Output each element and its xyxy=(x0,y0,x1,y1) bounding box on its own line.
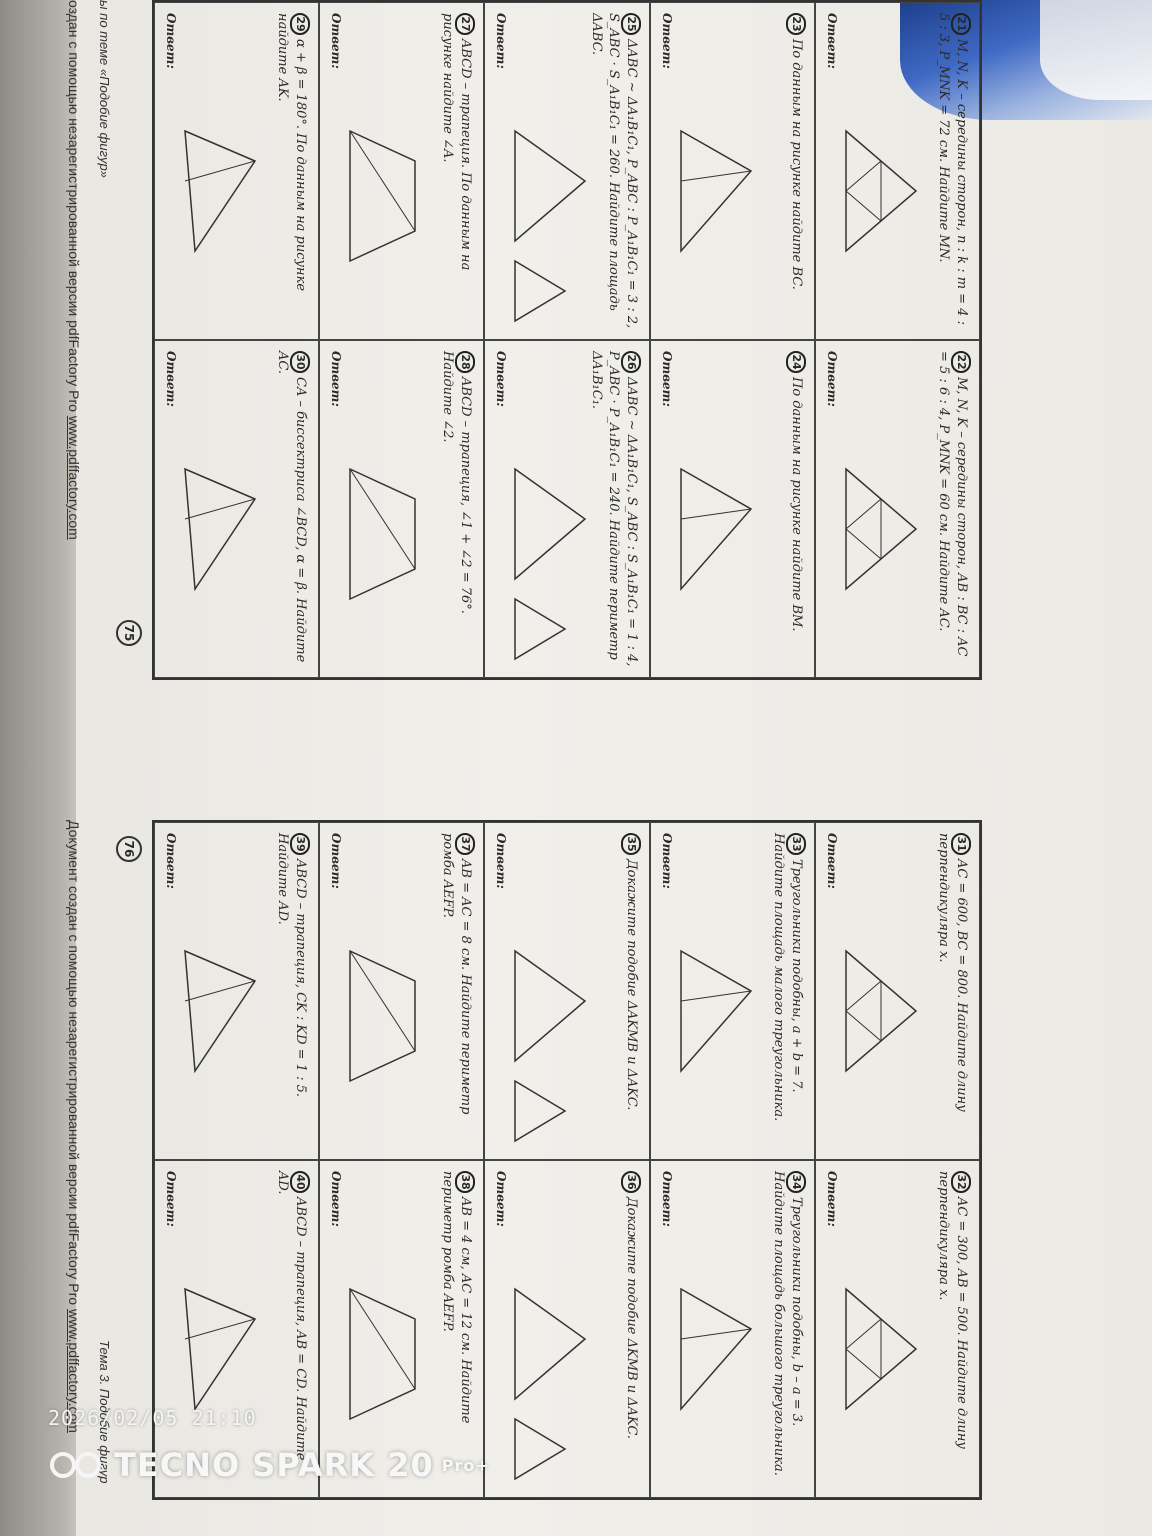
task-cell xyxy=(484,1160,649,1498)
answer-label: Ответ: xyxy=(494,13,509,69)
geometry-figure xyxy=(671,941,761,1151)
answer-label: Ответ: xyxy=(329,1171,344,1227)
task-number: 26 xyxy=(621,351,641,373)
task-text: По данным на рисунке найдите BC. xyxy=(788,39,804,290)
answer-label: Ответ: xyxy=(494,1171,509,1227)
task-number: 38 xyxy=(455,1171,475,1193)
task-number: 34 xyxy=(786,1171,806,1193)
task-cell xyxy=(815,2,980,340)
task-grid-left xyxy=(152,0,982,680)
geometry-figure xyxy=(340,941,430,1151)
page-75 xyxy=(152,0,982,680)
task-text: M, N, K – середины сторон, AB : BC : AC = 5 : 6 : 4, P_MNK = 60 см. Найдите AC. xyxy=(936,351,969,657)
task-cell xyxy=(484,822,649,1160)
task-number: 40 xyxy=(290,1171,310,1193)
task-cell xyxy=(319,822,484,1160)
task-number: 21 xyxy=(951,13,971,35)
footer-doc-right-text: Документ создан с помощью незарегистрированной версии pdfFactory Pro xyxy=(66,820,82,1306)
geometry-figure xyxy=(671,121,761,331)
camera-brand: TECNO SPARK 20 xyxy=(114,1446,434,1484)
answer-label: Ответ: xyxy=(164,351,179,407)
answer-label: Ответ: xyxy=(164,13,179,69)
answer-label: Ответ: xyxy=(494,833,509,889)
task-number: 22 xyxy=(951,351,971,373)
footer-topic-left: ы по теме «Подобие фигур» xyxy=(97,0,112,178)
task-cell xyxy=(484,2,649,340)
geometry-figure xyxy=(505,459,595,669)
task-cell xyxy=(154,2,319,340)
footer-url-right: www.pdffactory.com xyxy=(66,1308,82,1433)
geometry-figure xyxy=(175,459,265,669)
task-number: 29 xyxy=(290,13,310,35)
geometry-figure xyxy=(175,941,265,1151)
answer-label: Ответ: xyxy=(824,13,839,69)
task-number: 27 xyxy=(455,13,475,35)
footer-doc-right xyxy=(66,820,82,1433)
task-cell xyxy=(650,2,815,340)
page-number-75: 75 xyxy=(116,620,142,646)
camera-brand-watermark xyxy=(48,1446,490,1484)
answer-label: Ответ: xyxy=(659,833,674,889)
camera-rings-icon xyxy=(48,1450,106,1480)
task-number: 39 xyxy=(290,833,310,855)
task-number: 33 xyxy=(786,833,806,855)
task-cell xyxy=(650,340,815,678)
camera-model-suffix: Pro+ xyxy=(441,1455,490,1475)
geometry-figure xyxy=(836,1279,926,1489)
task-text: Докажите подобие ΔAKMB и ΔAKC. xyxy=(623,859,639,1111)
task-cell xyxy=(815,340,980,678)
task-cell xyxy=(154,340,319,678)
task-text: M, N, K – середины сторон, n : k : m = 4 : 5 : 3, P_MNK = 72 см. Найдите MN. xyxy=(936,13,969,325)
task-cell xyxy=(319,340,484,678)
answer-label: Ответ: xyxy=(824,833,839,889)
task-text: Треугольники подобны, a + b = 7. Найдите площадь малого треугольника. xyxy=(770,833,804,1122)
task-number: 23 xyxy=(786,13,806,35)
task-number: 35 xyxy=(621,833,641,855)
task-number: 36 xyxy=(621,1171,641,1193)
task-text: ABCD – трапеция, CK : KD = 1 : 5. Найдите AD. xyxy=(275,833,309,1098)
task-text: ΔABC ~ ΔA₁B₁C₁, S_ABC : S_A₁B₁C₁ = 1 : 4, P_ABC · P_A₁B₁C₁ = 240. Найдите периметр ΔA₁B₁C₁. xyxy=(589,351,639,667)
task-number: 24 xyxy=(786,351,806,373)
task-text: По данным на рисунке найдите BM. xyxy=(788,377,804,632)
geometry-figure xyxy=(836,121,926,331)
geometry-figure xyxy=(836,941,926,1151)
geometry-figure xyxy=(340,121,430,331)
task-text: ABCD – трапеция, ∠1 + ∠2 = 76°. Найдите ∠2. xyxy=(440,351,474,614)
answer-label: Ответ: xyxy=(659,13,674,69)
task-text: AB = AC = 8 см. Найдите периметр ромба AEFP. xyxy=(440,833,474,1115)
task-grid-right xyxy=(152,820,982,1500)
answer-label: Ответ: xyxy=(494,351,509,407)
answer-label: Ответ: xyxy=(329,351,344,407)
geometry-figure xyxy=(505,941,595,1151)
task-text: AC = 600, BC = 800. Найдите длину перпендикуляра x. xyxy=(936,833,969,1112)
task-number: 25 xyxy=(621,13,641,35)
task-cell xyxy=(319,2,484,340)
footer-doc-left-text: оздан с помощью незарегистрированной версии pdfFactory Pro xyxy=(66,0,82,412)
answer-label: Ответ: xyxy=(164,1171,179,1227)
task-cell xyxy=(484,340,649,678)
answer-label: Ответ: xyxy=(824,1171,839,1227)
task-cell xyxy=(650,1160,815,1498)
answer-label: Ответ: xyxy=(329,833,344,889)
task-number: 32 xyxy=(951,1171,971,1193)
answer-label: Ответ: xyxy=(659,351,674,407)
task-text: Треугольники подобны, b – a = 3. Найдите площадь большого треугольника. xyxy=(770,1171,804,1476)
task-text: α + β = 180°. По данным на рисунке найдите AK. xyxy=(275,13,309,292)
geometry-figure xyxy=(505,1279,595,1489)
camera-timestamp: 2026/02/05 21:10 xyxy=(48,1406,257,1430)
answer-label: Ответ: xyxy=(824,351,839,407)
footer-doc-left xyxy=(66,0,82,540)
header-topic-right: Тема 3. Подобие фигур xyxy=(97,1340,112,1484)
geometry-figure xyxy=(505,121,595,331)
task-text: AB = 4 см, AC = 12 см. Найдите периметр ромба AEFP. xyxy=(440,1171,474,1424)
task-cell xyxy=(650,822,815,1160)
page-number-76: 76 xyxy=(116,836,142,862)
task-number: 30 xyxy=(290,351,310,373)
task-text: ΔABC ~ ΔA₁B₁C₁, P_ABC : P_A₁B₁C₁ = 3 : 2, S_ABC · S_A₁B₁C₁ = 260. Найдите площадь ΔABC. xyxy=(589,13,639,329)
task-number: 28 xyxy=(455,351,475,373)
task-text: CA – биссектриса ∠BCD, α = β. Найдите AC. xyxy=(275,351,309,663)
answer-label: Ответ: xyxy=(659,1171,674,1227)
task-cell xyxy=(154,822,319,1160)
answer-label: Ответ: xyxy=(329,13,344,69)
task-number: 37 xyxy=(455,833,475,855)
geometry-figure xyxy=(175,121,265,331)
task-text: ABCD – трапеция, AB = CD. Найдите AD. xyxy=(275,1171,309,1461)
geometry-figure xyxy=(671,459,761,669)
footer-url-left: www.pdffactory.com xyxy=(66,415,82,540)
task-cell xyxy=(815,822,980,1160)
page-76 xyxy=(152,820,982,1500)
geometry-figure xyxy=(340,459,430,669)
task-cell xyxy=(815,1160,980,1498)
task-number: 31 xyxy=(951,833,971,855)
task-text: AC = 300, AB = 500. Найдите длину перпендикуляра x. xyxy=(936,1171,969,1449)
geometry-figure xyxy=(671,1279,761,1489)
geometry-figure xyxy=(836,459,926,669)
task-text: Докажите подобие ΔKMB и ΔAKC. xyxy=(623,1197,639,1439)
answer-label: Ответ: xyxy=(164,833,179,889)
task-text: ABCD – трапеция. По данным на рисунке найдите ∠A. xyxy=(440,13,474,271)
